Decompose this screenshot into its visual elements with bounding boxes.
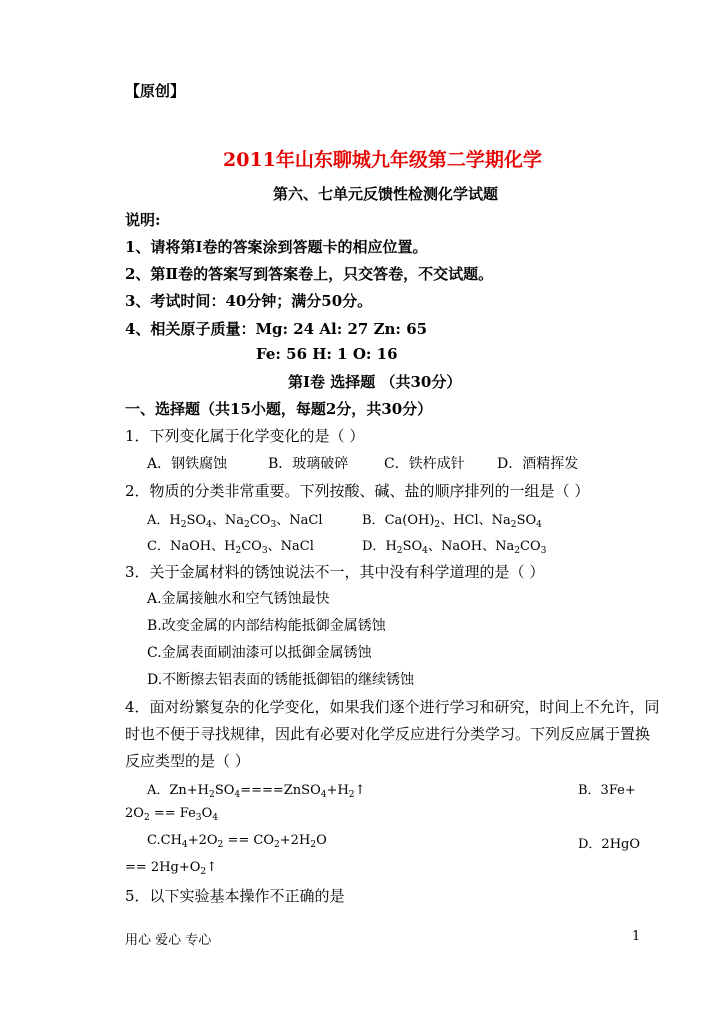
option-b: B．3Fe+ xyxy=(578,783,636,798)
option-b: B．玻璃破碎 xyxy=(268,456,349,472)
question-stem: 时也不便于寻找规律，因此有必要对化学反应进行分类学习。下列反应属于置换 xyxy=(125,725,651,743)
section-title: 第Ⅰ卷 选择题 （共30分） xyxy=(288,373,462,391)
original-tag: 【原创】 xyxy=(125,82,186,100)
option-a: A.金属接触水和空气锈蚀最快 xyxy=(147,591,330,607)
option-b: B.改变金属的内部结构能抵御金属锈蚀 xyxy=(147,618,386,634)
question-stem: 2．物质的分类非常重要。下列按酸、碱、盐的顺序排列的一组是（ ） xyxy=(125,482,590,500)
page-title: 2011年山东聊城九年级第二学期化学 xyxy=(223,149,542,171)
option-a: A．$Zn+H_2SO_4====ZnSO_4+H_2↑$ xyxy=(147,783,366,800)
note-item: 3、考试时间：40分钟；满分50分。 xyxy=(125,292,373,310)
note-item: 4、相关原子质量：Mg: 24 Al: 27 Zn: 65 xyxy=(125,320,428,338)
question-stem: 3．关于金属材料的锈蚀说法不一，其中没有科学道理的是（ ） xyxy=(125,563,545,581)
page-subtitle: 第六、七单元反馈性检测化学试题 xyxy=(273,185,499,203)
option-d: D．酒精挥发 xyxy=(497,456,579,472)
part-title: 一、选择题（共15小题，每题2分，共30分） xyxy=(125,400,433,418)
option-c: C．NaOH、$H_2CO_3$、NaCl xyxy=(147,539,314,556)
note-item: 1、请将第Ⅰ卷的答案涂到答题卡的相应位置。 xyxy=(125,238,428,256)
question-stem: 5．以下实验基本操作不正确的是 xyxy=(125,887,345,905)
option-d: D．2HgO xyxy=(578,837,641,852)
notes-heading: 说明: xyxy=(125,211,161,229)
question-stem: 4．面对纷繁复杂的化学变化，如果我们逐个进行学习和研究，时间上不允许，同 xyxy=(125,698,660,716)
footer-motto: 用心 爱心 专心 xyxy=(125,933,212,948)
option-d: D．$H_2SO_4$、NaOH、$Na_2CO_3$ xyxy=(362,539,547,556)
option-a: A．$H_2SO_4$、$Na_2CO_3$、NaCl xyxy=(147,513,323,530)
option-a: A．钢铁腐蚀 xyxy=(147,456,228,472)
option-c: C．铁杵成针 xyxy=(384,456,465,472)
atomic-mass-line: Fe: 56 H: 1 O: 16 xyxy=(256,345,398,363)
question-stem: 反应类型的是（ ） xyxy=(125,752,250,770)
option-d: D.不断擦去铝表面的锈能抵御铝的继续锈蚀 xyxy=(147,672,415,688)
option-b-continued: $2O_2 == Fe_3O_4$ xyxy=(125,806,219,823)
option-d-continued: == $2Hg+O_2↑$ xyxy=(125,860,218,877)
option-c: C.金属表面刷油漆可以抵御金属锈蚀 xyxy=(147,645,372,661)
option-b: B．$Ca(OH)_2$、HCl、$Na_2SO_4$ xyxy=(362,513,542,530)
note-item: 2、第Ⅱ卷的答案写到答案卷上，只交答卷，不交试题。 xyxy=(125,265,494,283)
option-c: $C.CH_4+2O_2 == CO_2+2H_2O$ xyxy=(147,833,327,850)
question-stem: 1．下列变化属于化学变化的是（ ） xyxy=(125,427,365,445)
page-number: 1 xyxy=(632,929,641,944)
